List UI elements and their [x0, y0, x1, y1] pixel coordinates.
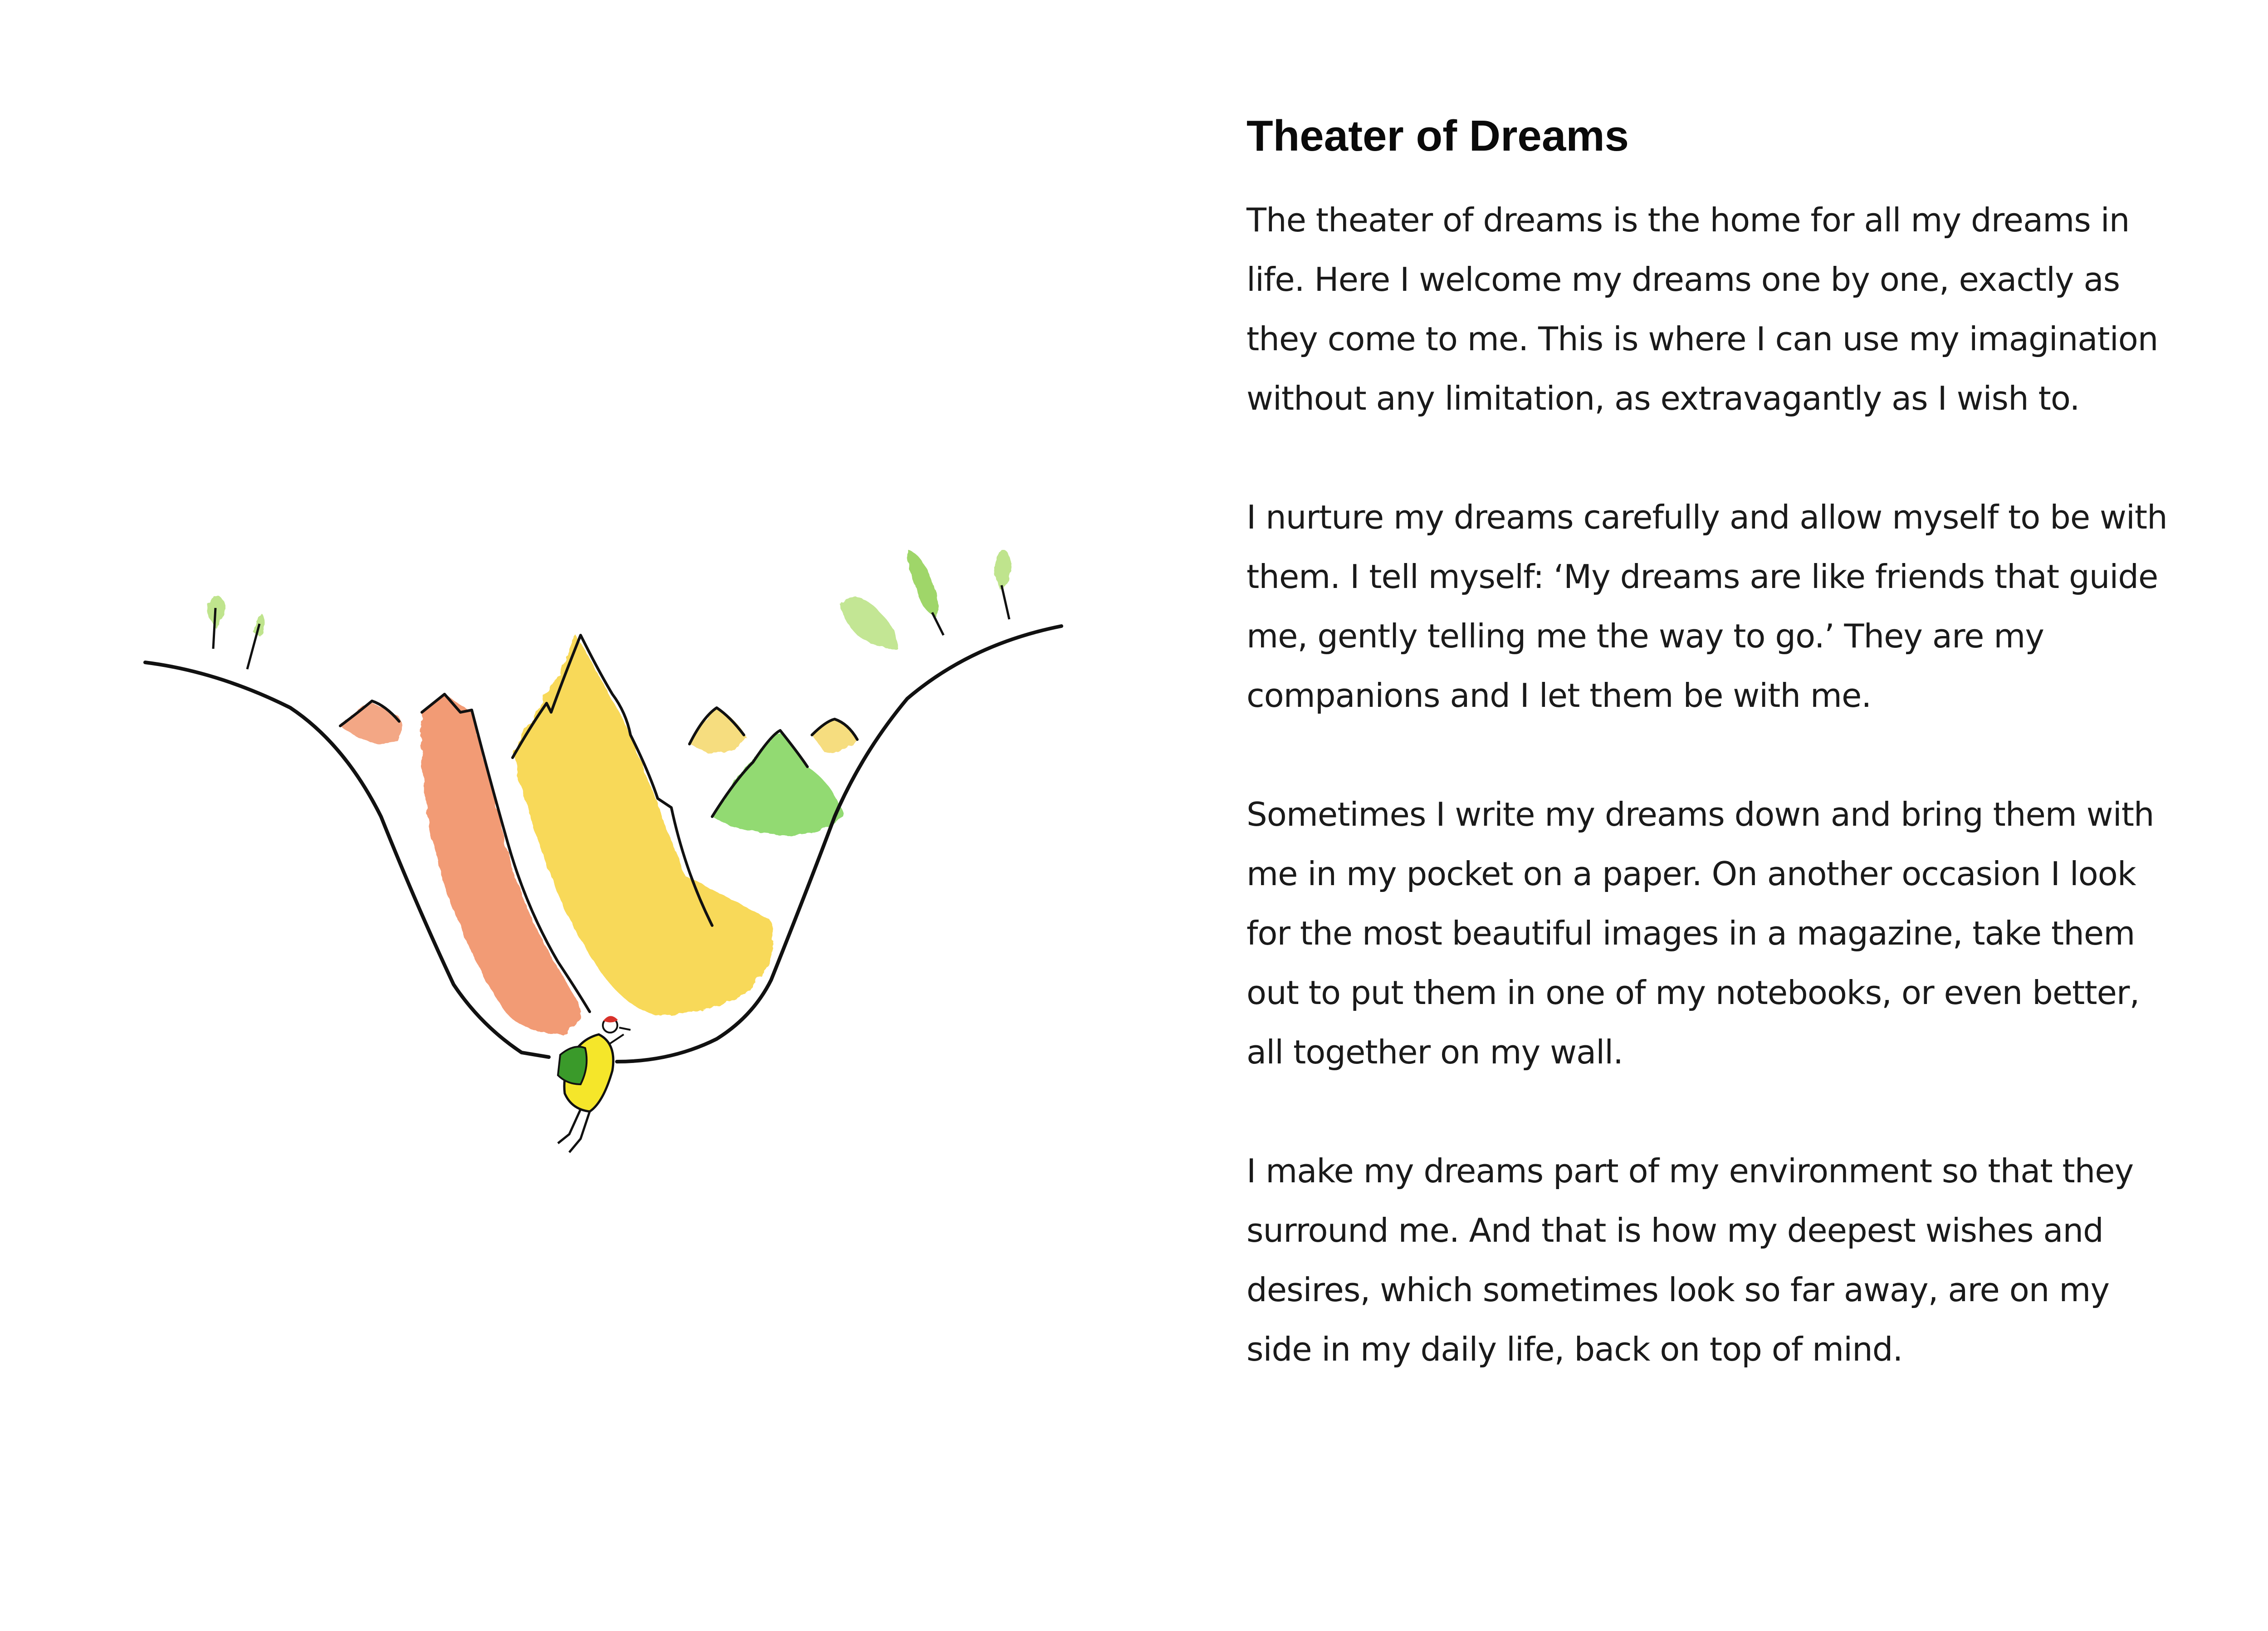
mountains [340, 635, 857, 1034]
article [1246, 104, 2199, 1439]
paragraph-3: Sometimes I write my dreams down and bring them with me in my pocket on a paper. On another occasion I look for the most beautiful images in a magazine, take them out to put them in one of my notebooks, or even better, all together on my wall. [1246, 795, 2154, 1071]
right-tree-2-foliage [907, 549, 937, 617]
person-figure [558, 1016, 631, 1152]
right-tree-3-foliage [995, 550, 1012, 590]
person-legs [558, 1109, 590, 1152]
right-trees [839, 549, 1012, 649]
paragraph-2: I nurture my dreams carefully and allow myself to be with them. I tell myself: ‘My dreams are like friends that guide me, gently telling me the way to go.’ They are my companions and I let them be with me. [1246, 498, 2167, 715]
small-orange-peak [340, 703, 402, 744]
small-yellow-peak-2 [812, 719, 857, 753]
valley-illustration [127, 499, 1125, 1225]
paragraph-4: I make my dreams part of my environment so that they surround me. And that is how my deepest wishes and desires, which sometimes look so far away, are on my side in my daily life, back on top of mind. [1246, 1152, 2134, 1368]
left-trees [207, 596, 265, 669]
person-backpack [558, 1047, 587, 1084]
article-title: Theater of Dreams [1246, 112, 1629, 160]
right-tree-1-foliage [839, 598, 898, 649]
paragraph-1: The theater of dreams is the home for all my dreams in life. Here I welcome my dreams one by one, exactly as they come to me. This is where I can use my imagination without any limitation, as extravagantly as I wish to. [1246, 201, 2158, 417]
